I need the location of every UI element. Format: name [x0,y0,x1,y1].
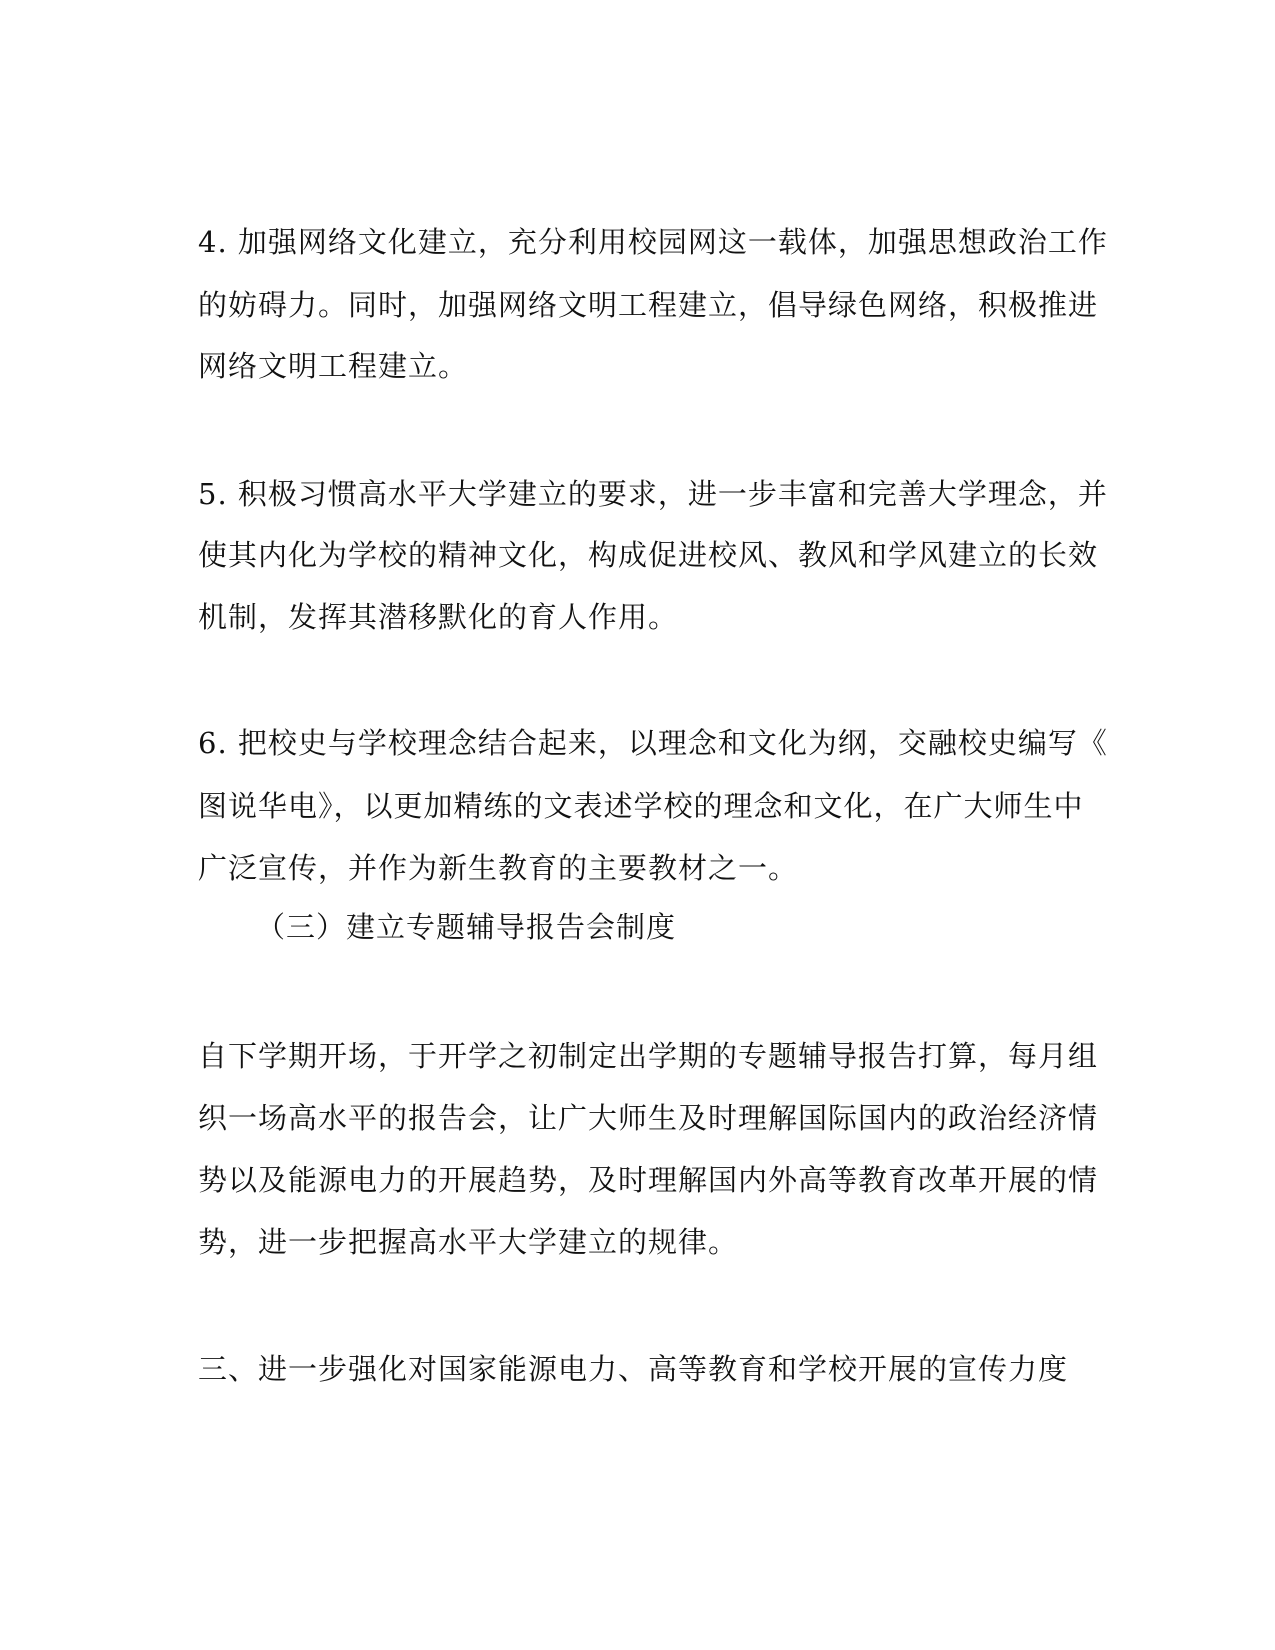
text-line: 4. 加强网络文化建立，充分利用校园网这一载体，加强思想政治工作 [198,225,1108,259]
text-line: 织一场高水平的报告会，让广大师生及时理解国际国内的政治经济情 [198,1101,1099,1135]
text-line: 自下学期开场，于开学之初制定出学期的专题辅导报告打算，每月组 [198,1039,1099,1073]
text-line: 图说华电》，以更加精练的文表述学校的理念和文化，在广大师生中 [198,789,1084,823]
text-line: 网络文明工程建立。 [198,349,469,383]
subheading: （三）建立专题辅导报告会制度 [256,910,677,944]
text-line: 势，进一步把握高水平大学建立的规律。 [198,1225,739,1259]
text-line: 6. 把校史与学校理念结合起来，以理念和文化为纲，交融校史编写《 [198,726,1108,760]
text-line: 机制，发挥其潜移默化的育人作用。 [198,600,679,634]
text-line: 势以及能源电力的开展趋势，及时理解国内外高等教育改革开展的情 [198,1163,1099,1197]
text-line: 5. 积极习惯高水平大学建立的要求，进一步丰富和完善大学理念，并 [198,477,1108,511]
section-heading: 三、进一步强化对国家能源电力、高等教育和学校开展的宣传力度 [198,1352,1069,1386]
text-line: 使其内化为学校的精神文化，构成促进校风、教风和学风建立的长效 [198,538,1099,572]
text-line: 广泛宣传，并作为新生教育的主要教材之一。 [198,851,799,885]
text-line: 的妨碍力。同时，加强网络文明工程建立，倡导绿色网络，积极推进 [198,288,1099,322]
